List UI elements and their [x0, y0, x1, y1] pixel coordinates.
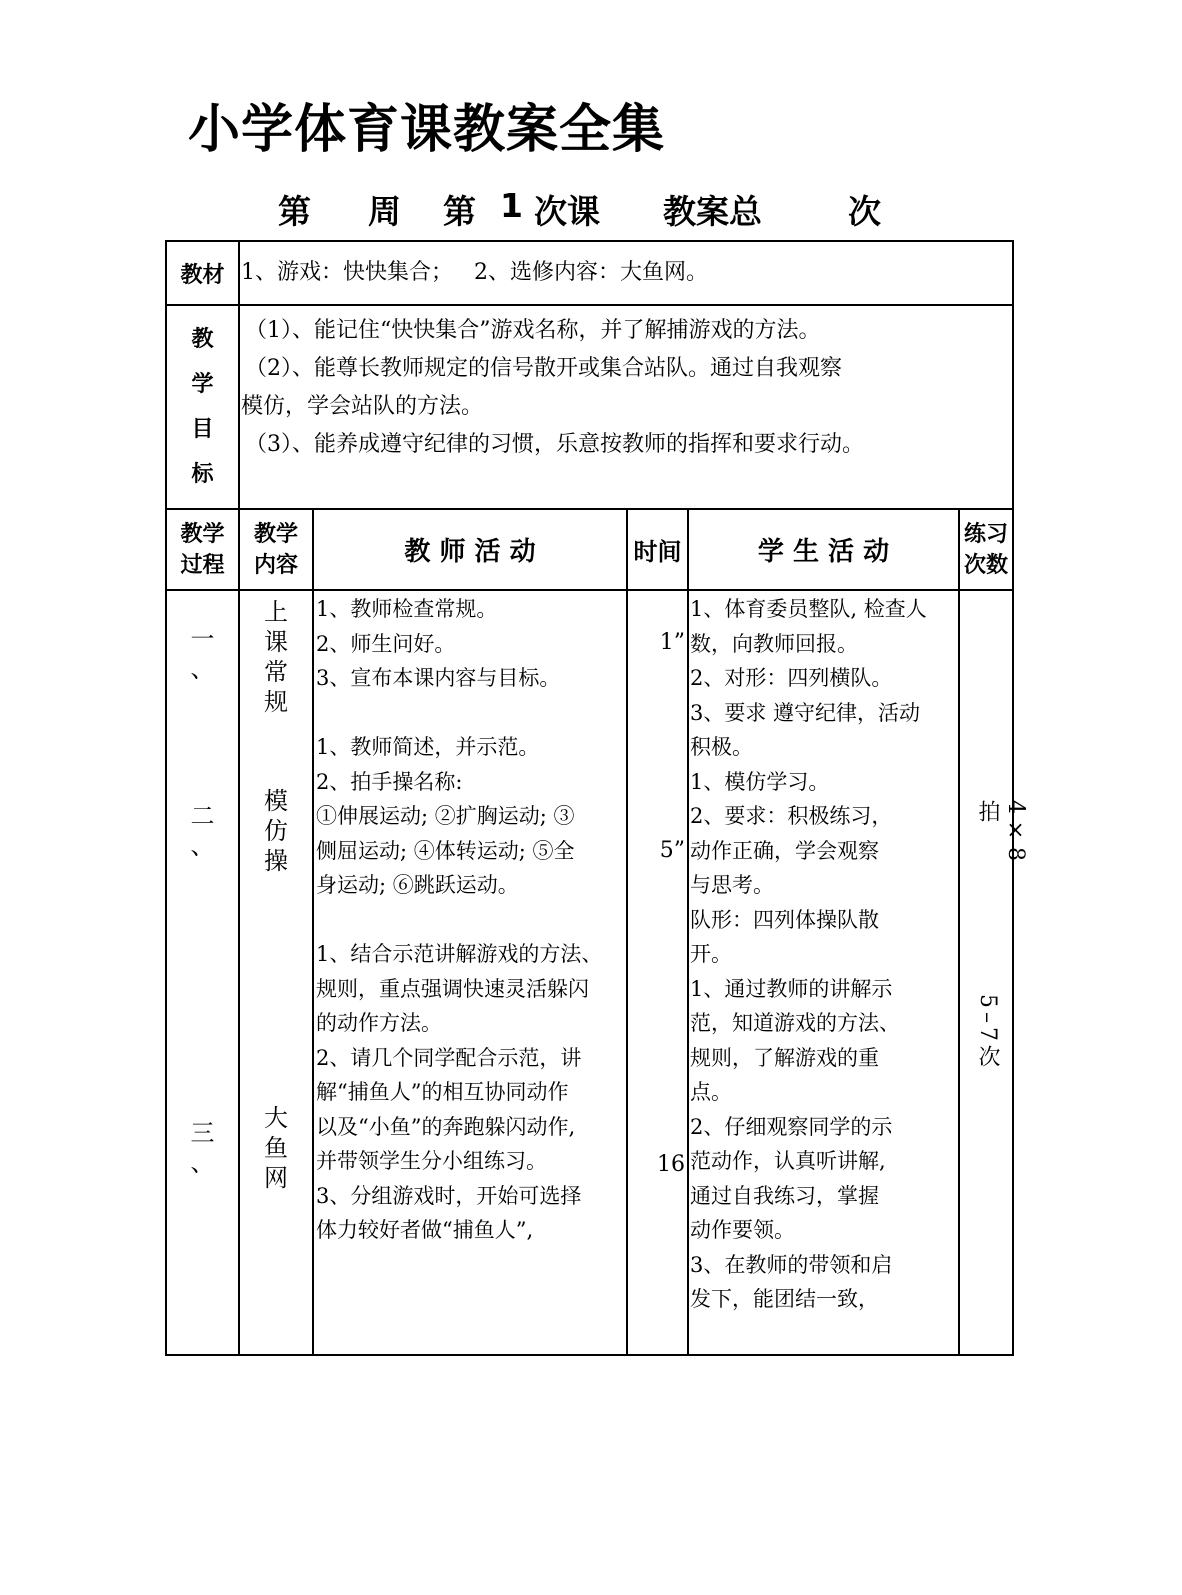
teacher-line: 2、拍手操名称: — [316, 769, 463, 794]
header-practice-count — [960, 510, 1012, 589]
teacher-line: 并带领学生分小组练习。 — [316, 1149, 547, 1173]
teacher-line: 2、师生问好。 — [316, 631, 456, 656]
table-border-right — [1012, 240, 1014, 1356]
teacher-line: 身运动; ⑥跳跃运动。 — [316, 873, 519, 897]
mubiao-label-char: 目 — [191, 417, 214, 442]
teacher-line: 体力较好者做“捕鱼人”, — [316, 1218, 534, 1242]
teacher-line: 规则，重点强调快速灵活躲闪 — [316, 976, 589, 1001]
content-char: 仿 — [264, 817, 288, 845]
mubiao-content — [241, 312, 1011, 464]
header-teacher-activity: 教 师 活 动 — [404, 537, 536, 567]
content-char: 模 — [264, 787, 288, 815]
teacher-line: 3、分组游戏时，开始可选择 — [316, 1183, 582, 1208]
header-content — [240, 510, 312, 589]
header-process — [167, 510, 238, 589]
student-line: 通过自我练习，掌握 — [690, 1183, 879, 1208]
lesson-subtitle — [0, 186, 1182, 236]
student-line: 开。 — [690, 942, 732, 966]
teacher-line: 解“捕鱼人”的相互协同动作 — [316, 1080, 569, 1104]
header-content-line: 教学 — [253, 521, 298, 547]
table-divider — [165, 304, 1014, 306]
subtitle-lesson-number: 1 — [500, 186, 523, 225]
header-practice-line: 练习 — [963, 521, 1008, 547]
objective-line: （2）、能尊长教师规定的信号散开或集合站队。通过自我观察 — [245, 356, 842, 381]
content-item-1 — [240, 597, 312, 717]
process-mark-number: 三 — [190, 1119, 215, 1147]
practice-count-2: 5–7次 — [975, 994, 1000, 1071]
content-item-2 — [240, 786, 312, 876]
subtitle-jiaoan-zong: 教案总 — [663, 192, 762, 231]
header-process-line: 教学 — [180, 521, 225, 547]
student-line: 与思考。 — [690, 873, 774, 897]
document-title: 小学体育课教案全集 — [188, 100, 666, 160]
process-mark-1 — [167, 624, 238, 684]
content-char: 鱼 — [264, 1134, 288, 1162]
teacher-line: 1、教师检查常规。 — [316, 597, 498, 621]
subtitle-di-1: 第 — [278, 192, 311, 231]
table-divider — [165, 589, 1014, 591]
student-line: 3、在教师的带领和启 — [690, 1252, 893, 1277]
student-line: 数，向教师回报。 — [690, 631, 858, 656]
subtitle-ci-ke: 次课 — [534, 192, 600, 231]
header-content-line: 内容 — [253, 552, 298, 578]
student-line: 发下，能团结一致， — [690, 1287, 879, 1311]
content-char: 规 — [264, 688, 288, 716]
mubiao-label-char: 标 — [191, 462, 214, 487]
jiaocai-content: 1、游戏：快快集合； 2、选修内容：大鱼网。 — [241, 259, 708, 285]
student-line: 动作正确，学会观察 — [690, 838, 879, 863]
student-line: 范，知道游戏的方法、 — [690, 1011, 900, 1035]
table-border-bottom — [165, 1354, 1014, 1356]
student-line: 1、模仿学习。 — [690, 769, 830, 794]
content-char: 大 — [264, 1104, 288, 1132]
content-char: 上 — [264, 598, 288, 626]
content-char: 课 — [264, 628, 288, 656]
teacher-activity — [316, 592, 628, 1248]
objective-line: （1）、能记住“快快集合”游戏名称，并了解捕游戏的方法。 — [245, 318, 821, 343]
process-mark-number: 一 — [190, 625, 215, 653]
student-line: 积极。 — [690, 735, 753, 759]
mubiao-label — [167, 306, 238, 508]
content-char: 常 — [264, 658, 288, 686]
header-process-line: 过程 — [180, 552, 225, 578]
process-mark-dot: 、 — [190, 655, 215, 683]
time-2: 5” — [659, 838, 685, 863]
table-divider — [958, 508, 960, 1356]
jiaocai-label: 教材 — [180, 262, 225, 288]
student-activity — [690, 592, 958, 1317]
subtitle-zhou: 周 — [368, 192, 401, 231]
objective-line: （3）、能养成遵守纪律的习惯，乐意按教师的指挥和要求行动。 — [245, 432, 864, 457]
content-char: 操 — [264, 847, 288, 875]
teacher-line: 3、宣布本课内容与目标。 — [316, 666, 561, 690]
mubiao-label-char: 教 — [191, 327, 214, 352]
process-mark-2 — [167, 801, 238, 861]
student-line: 2、要求：积极练习， — [690, 804, 893, 828]
subtitle-ci: 次 — [848, 192, 881, 231]
table-divider — [687, 508, 689, 1356]
process-mark-number: 二 — [190, 802, 215, 830]
process-mark-dot: 、 — [190, 832, 215, 860]
process-mark-dot: 、 — [190, 1149, 215, 1177]
student-line: 3、要求 遵守纪律，活动 — [690, 700, 921, 725]
header-student-activity: 学 生 活 动 — [757, 537, 890, 567]
content-char: 网 — [264, 1164, 288, 1192]
student-line: 规则，了解游戏的重 — [690, 1045, 879, 1070]
student-line: 2、对形：四列横队。 — [690, 666, 893, 690]
teacher-line: 1、结合示范讲解游戏的方法、 — [316, 942, 603, 966]
student-line: 队形：四列体操队散 — [690, 907, 879, 932]
process-mark-3 — [167, 1118, 238, 1178]
student-line: 1、体育委员整队, 检查人 — [690, 597, 927, 621]
objective-line: 模仿，学会站队的方法。 — [241, 394, 484, 419]
header-time: 时间 — [633, 538, 682, 566]
teacher-line: 1、教师简述，并示范。 — [316, 735, 540, 759]
student-line: 动作要领。 — [690, 1218, 795, 1242]
practice-count-1: 4×8拍 — [975, 800, 1028, 865]
subtitle-di-2: 第 — [443, 192, 476, 231]
time-1: 1” — [659, 630, 685, 655]
time-3: 16 — [657, 1152, 685, 1177]
teacher-line: ①伸展运动; ②扩胸运动; ③ — [316, 804, 575, 828]
header-practice-line: 次数 — [963, 552, 1008, 578]
teacher-line: 以及“小鱼”的奔跑躲闪动作, — [316, 1114, 576, 1139]
content-item-3 — [240, 1103, 312, 1193]
mubiao-label-char: 学 — [191, 372, 214, 397]
student-line: 2、仔细观察同学的示 — [690, 1114, 893, 1139]
teacher-line: 的动作方法。 — [316, 1011, 442, 1035]
student-line: 1、通过教师的讲解示 — [690, 976, 893, 1001]
teacher-line: 2、请几个同学配合示范，讲 — [316, 1045, 582, 1070]
table-divider — [312, 508, 314, 1356]
teacher-line: 侧屈运动; ④体转运动; ⑤全 — [316, 838, 575, 863]
teacher-line — [316, 903, 628, 938]
student-line: 点。 — [690, 1080, 732, 1104]
teacher-line — [316, 696, 628, 731]
student-line: 范动作，认真听讲解, — [690, 1149, 886, 1173]
